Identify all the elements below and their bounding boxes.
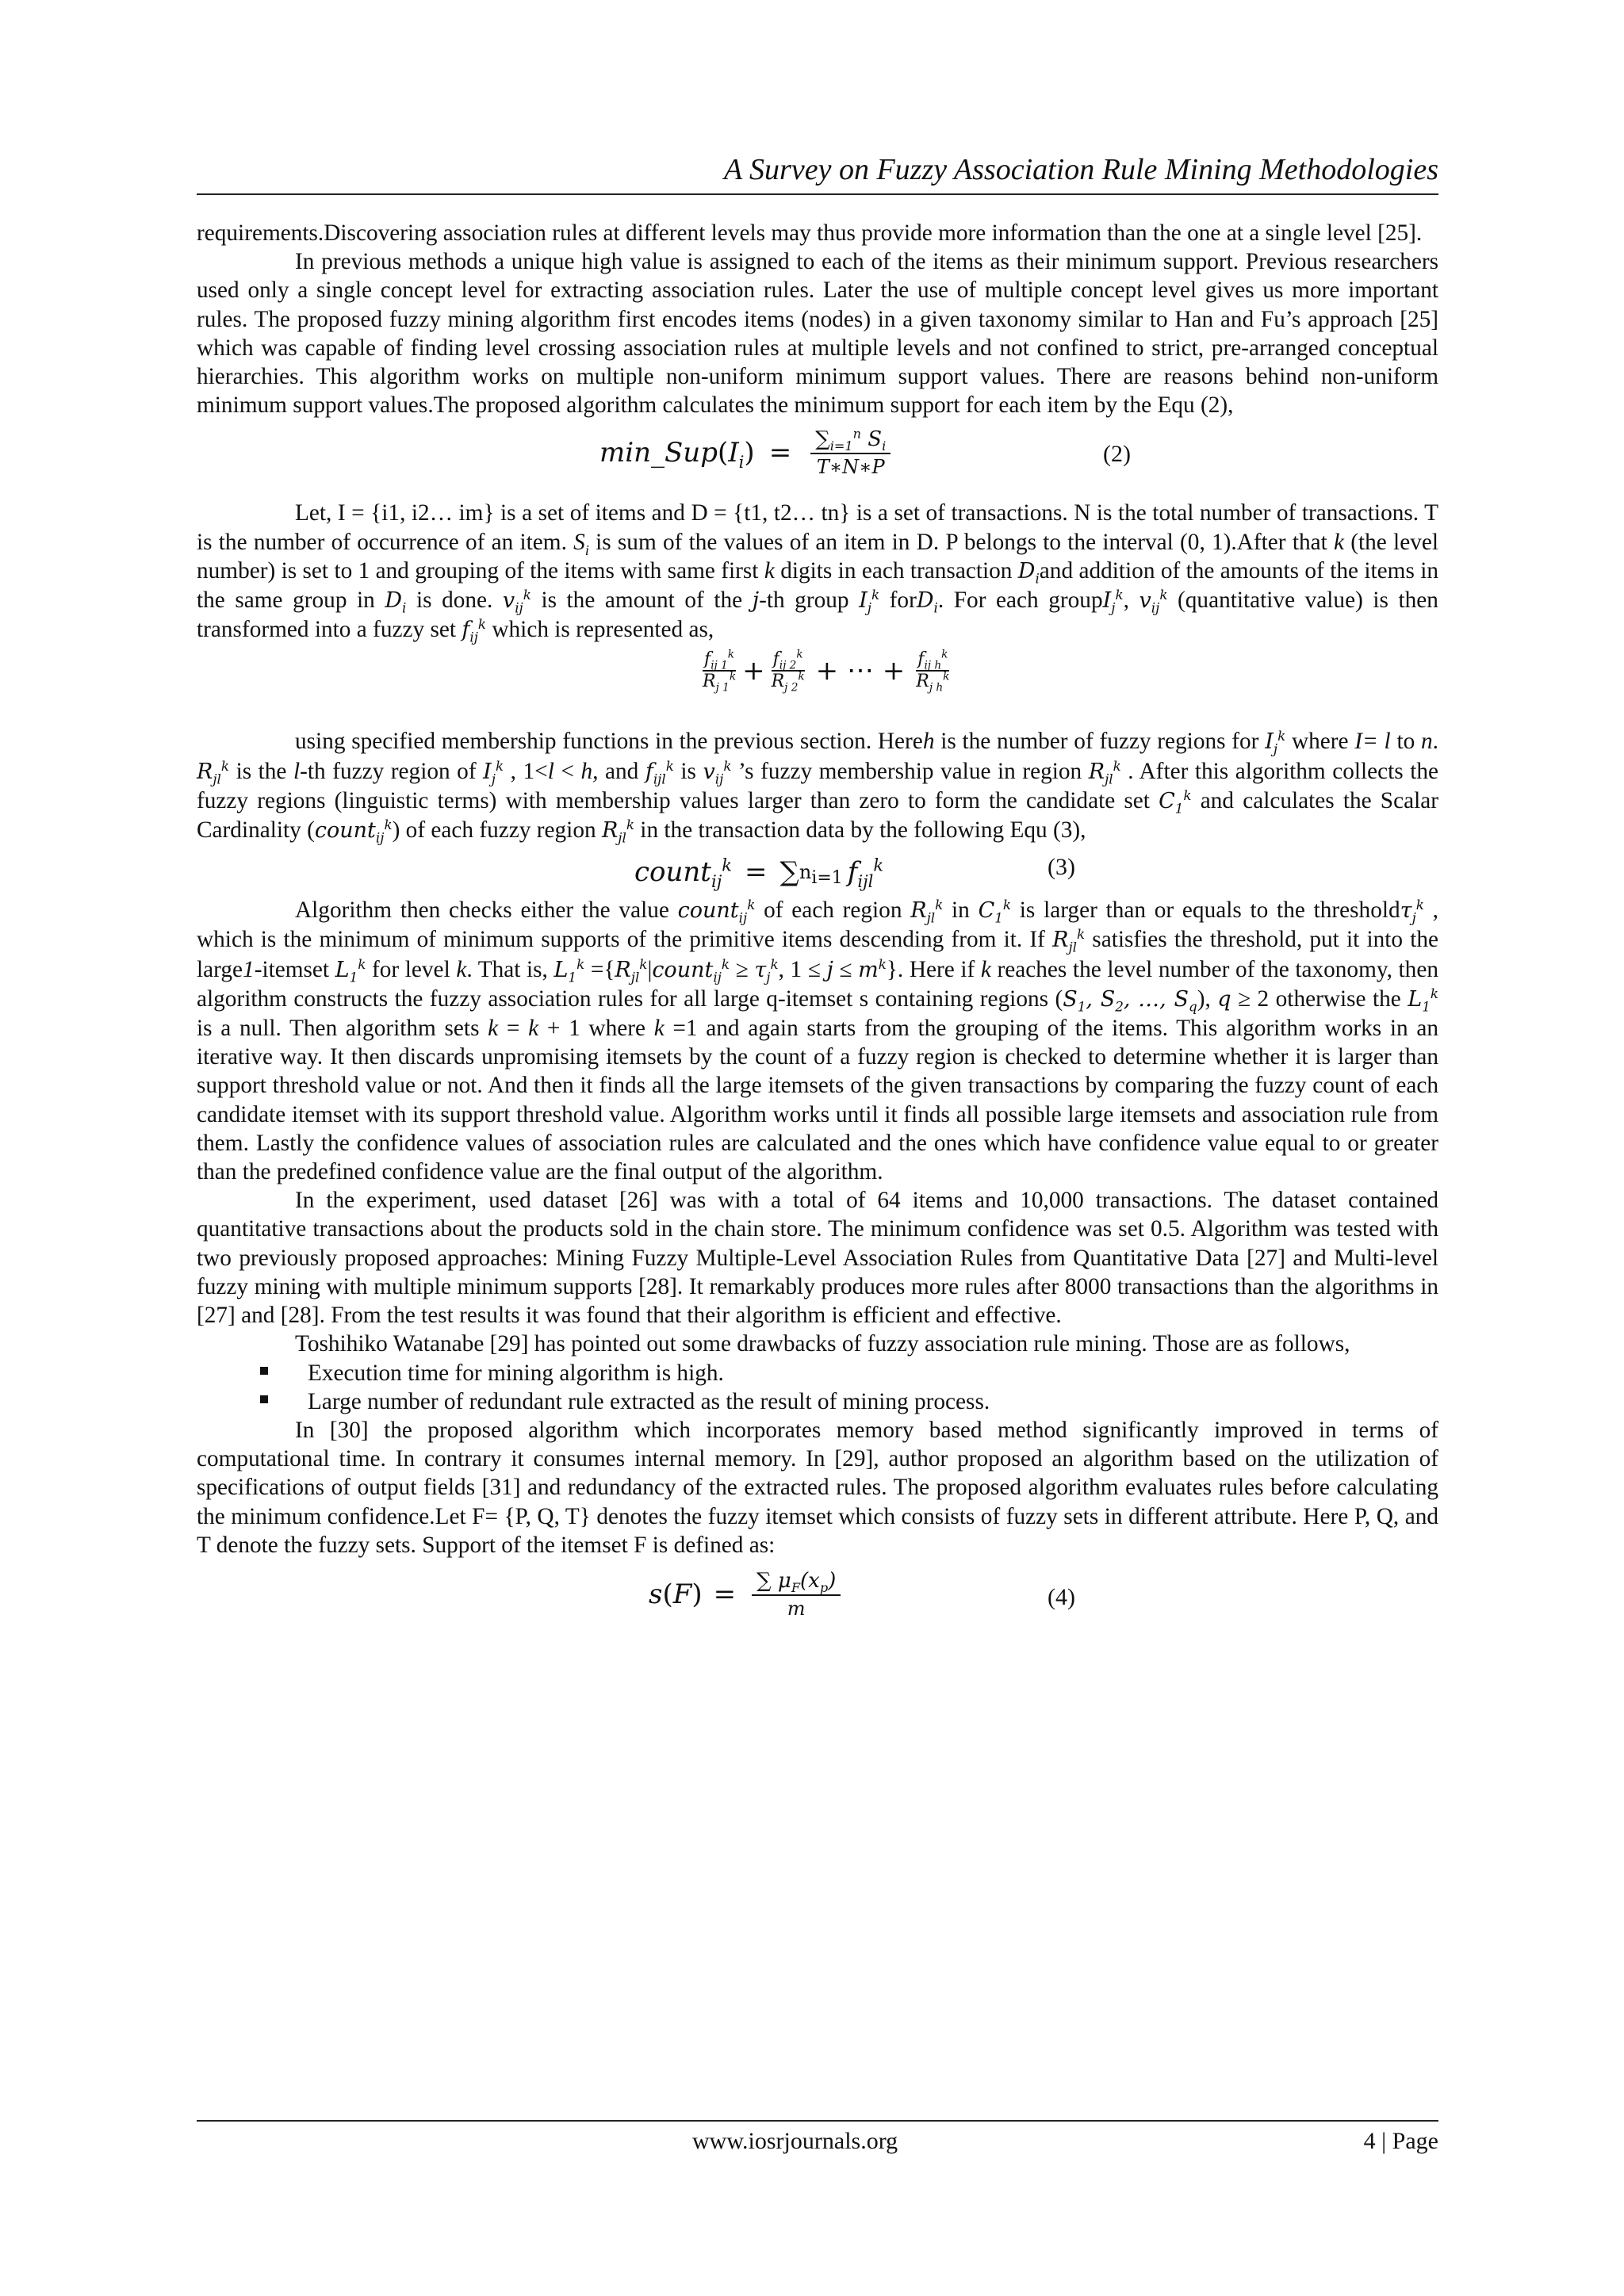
paragraph-experiment: In the experiment, used dataset [26] was with a total of 64 items and 10,000 transactions. The dataset contained quantitative transactions about the products sold in the chain store. The minimum confidence was set 0.5. Algorithm was tested with two previously proposed approaches: Mining Fuzzy Multiple-Level Association Rules from Quantitative Data [27] and Multi-level fuzzy mining with multiple minimum supports [28]. It remarkably produces more rules after 8000 transactions than the algorithms in [27] and [28]. From the test results it was found that their algorithm is efficient and effective. xyxy=(197,1188,1438,1329)
footer-rule xyxy=(197,2120,1438,2122)
paragraph-definitions: Let, I = {i1, i2… im} is a set of items and D = {t1, t2… tn} is a set of transactions. N is the total number of transactions. T is the number of occurrence of an item. $S_i$ is sum of the values of an item in D. P belongs to the interval (0, 1).After that k (the level number) is set to 1 and grouping of the items with same first k digits in each transaction $D_iand$ addition of the amounts of the items in the same group in $D_i$ is done. $v_{ij}^k$ is the amount of the j-th group $I_j^k$ forD$_i$. For each groupI$_j^k$, $v_{ij}^k$ (quantitative value) is then transformed into a fuzzy set $f_{ij}^k$ which is represented as, xyxy=(197,500,1439,645)
paragraph-drawbacks: Toshihiko Watanabe [29] has pointed out some drawbacks of fuzzy association rule mining. Those are as follows, xyxy=(295,1331,1350,1357)
equation-4: s ( F ) = $\frac{\sum \mu_F(x_p)}{m}$ (4) xyxy=(649,1568,1075,1620)
paragraph-requirements: requirements.Discovering association rules at different levels may thus provide more information than the one at a single level [25]. xyxy=(197,220,1423,246)
header-rule xyxy=(197,193,1438,195)
paragraph-membership: using specified membership functions in the previous section. Hereh is the number of fuzzy regions for $I_j^k$ where I= l to n. $R_{jl}^k$ is the l-th fuzzy region of $I_j^k$ , 1<l < h, and $f_{ijl}^k$ is $v_{ij}^k$ ’s fuzzy membership value in region $R_{jl}^k$ . After this algorithm collects the fuzzy regions (linguistic terms) with membership values larger than zero to form the candidate set $C_1^k$ and calculates the Scalar Cardinality (count$_{ij}^k$) of each fuzzy region $R_{jl}^k$ in the transaction data by the following Equ (3), xyxy=(197,728,1438,846)
bullet-square-icon xyxy=(260,1367,268,1375)
equation-2-number: (2) xyxy=(1103,441,1131,468)
paragraph-min-support: In previous methods a unique high value is assigned to each of the items as their minimum support. Previous researchers used only a single concept level for extracting association rules. Later the use of multiple concept level gives us more important rules. The proposed fuzzy mining algorithm first encodes items (nodes) in a given taxonomy similar to Han and Fu’s approach [25] which was capable of finding level crossing association rules at multiple levels and not confined to strict, pre-arranged conceptual hierarchies. This algorithm works on multiple non-uniform minimum support values. There are reasons behind non-uniform minimum support values.The proposed algorithm calculates the minimum support for each item by the Equ (2), xyxy=(197,249,1438,419)
equation-fuzzy-set: $\frac{f_{ij 1}^k}{R_{j 1}^k}$ + $\frac{f_{ij 2}^k}{R_{j 2}^k}$ + ⋯ + $\frac{f_{ij h}^k}{R_{j h}^k}$ xyxy=(703,649,950,695)
paragraph-threshold: Algorithm then checks either the value count$_{ij}^k$ of each region $R_{jl}^k$ in $C_1^k$ is larger than or equals to the thresholdτ$_j^k$ , which is the minimum of minimum supports of the primitive items descending from it. If $R_{jl}^k$ satisfies the threshold, put it into the large1-itemset $L_1^k$ for level k. That is, $L_1^k$ $=\{R_{jl}^k|count_{ij}^k \ge \tau_j^k$, $1 \le j \le m^k$}. Here if k reaches the level number of the taxonomy, then algorithm constructs the fuzzy association rules for all large q-itemset s containing regions ($S_1$, $S_2$, …, $S_q$), q ≥ 2 otherwise the $L_1^k$ is a null. Then algorithm sets k = k + 1 where k =1 and again starts from the grouping of the items. This algorithm works in an iterative way. It then discards unpromising itemsets by the count of a fuzzy region is checked to determine whether it is larger than support threshold value or not. And then it finds all the large itemsets of the given transactions by comparing the fuzzy count of each candidate itemset with its support threshold value. Algorithm works until it finds all possible large itemsets and association rule from them. Lastly the confidence values of association rules are calculated and the ones which have confidence value equal to or greater than the predefined confidence value are the final output of the algorithm. xyxy=(197,897,1439,1185)
paper-page xyxy=(197,0,1438,2296)
equation-2: min_Sup ( $I_i$ ) = $\frac{\sum_{i=1}^n S_i}{T∗N∗P}$ (2) xyxy=(599,426,1131,479)
footer-journal-link[interactable]: www.iosrjournals.org xyxy=(692,2128,898,2154)
equation-4-number: (4) xyxy=(1048,1583,1075,1610)
paragraph-memory-method: In [30] the proposed algorithm which incorporates memory based method significantly improved in terms of computational time. In contrary it consumes internal memory. In [29], author proposed an algorithm based on the utilization of specifications of output fields [31] and redundancy of the extracted rules. The proposed algorithm evaluates rules before calculating the minimum confidence.Let F= {P, Q, T} denotes the fuzzy itemset which consists of fuzzy sets in different attribute. Here P, Q, and T denote the fuzzy sets. Support of the itemset F is defined as: xyxy=(197,1417,1438,1558)
running-title: A Survey on Fuzzy Association Rule Mining Methodologies xyxy=(724,153,1438,186)
body-text xyxy=(197,219,1438,1632)
equation-3-number: (3) xyxy=(1048,854,1075,881)
bullet-square-icon xyxy=(260,1395,268,1403)
equation-3: count$_{ij}^k$ = ∑ n i=1 $f_{ijl}^k$ (3) xyxy=(634,854,1075,892)
drawbacks-list xyxy=(197,1359,1438,1416)
list-item: Execution time for mining algorithm is high. xyxy=(230,1359,1438,1387)
footer-page-number: 4 | Page xyxy=(1363,2128,1438,2154)
list-item: Large number of redundant rule extracted as the result of mining process. xyxy=(230,1387,1438,1416)
